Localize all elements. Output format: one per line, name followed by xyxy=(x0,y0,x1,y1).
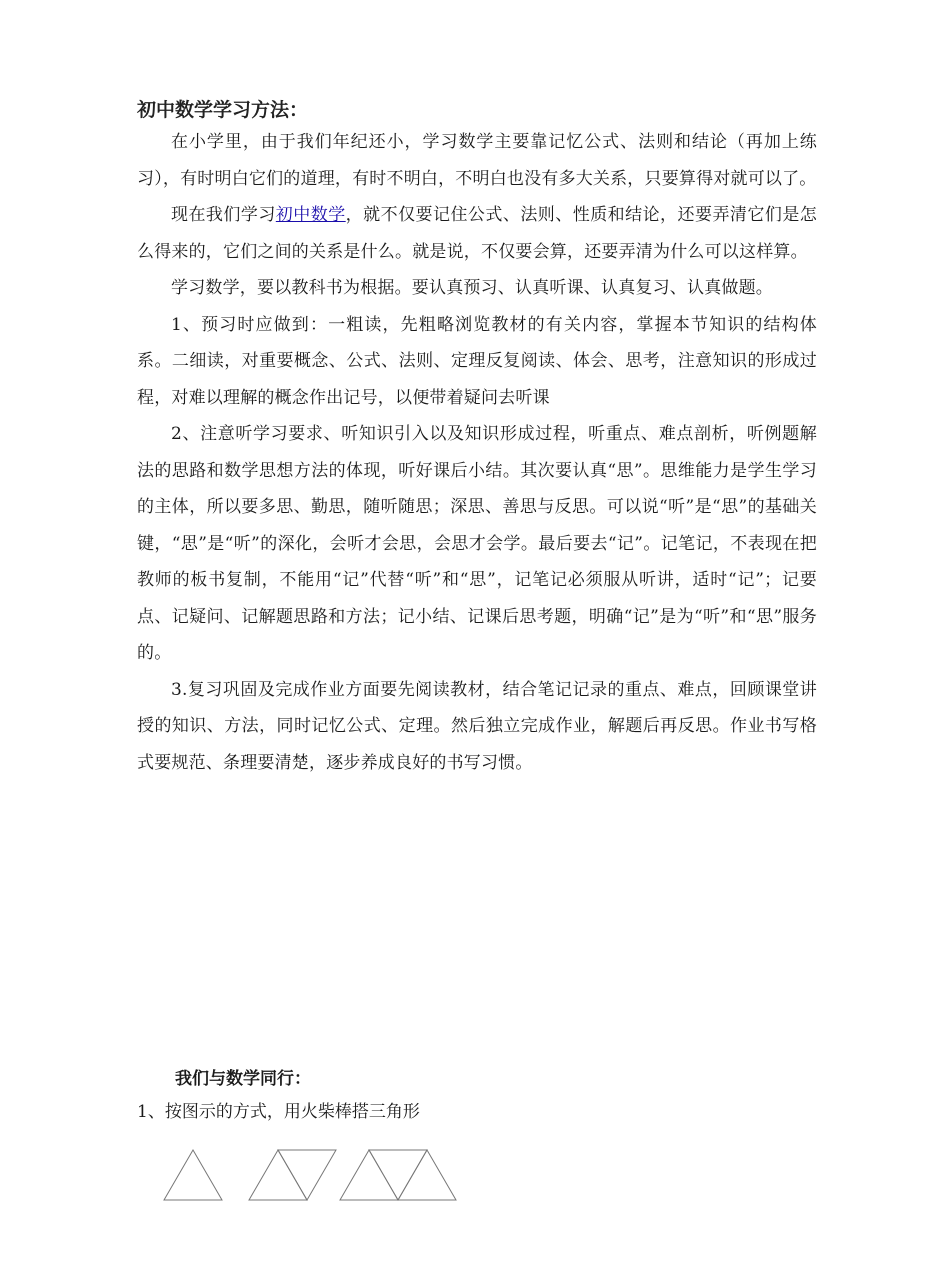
triangle-figure-1 xyxy=(164,1150,222,1200)
section-title: 我们与数学同行： xyxy=(175,1069,311,1089)
paragraph-review: 3.复习巩固及完成作业方面要先阅读教材，结合笔记记录的重点、难点，回顾课堂讲授的知识、方法，同时记忆公式、定理。然后独立完成作业，解题后再反思。作业书写格式要规范、条理要清楚，逐步养成良好的书写习惯。 xyxy=(137,679,817,773)
paragraph-text: ，就不仅要记住公式、法则、性质和结论，还要弄清它们是怎么得来的，它们之间的关系是什么。就是说，不仅要会算，还要弄清为什么可以这样算。 xyxy=(137,205,817,262)
middle-school-math-link[interactable]: 初中数学 xyxy=(275,205,346,225)
paragraph-preview: 1、预习时应做到：一粗读，先粗略浏览教材的有关内容，掌握本节知识的结构体系。二细读，对重要概念、公式、法则、定理反复阅读、体会、思考，注意知识的形成过程，对难以理解的概念作出记号，以便带着疑问去听课 xyxy=(137,314,817,408)
document-body xyxy=(137,96,817,781)
paragraph-text: 现在我们学习 xyxy=(171,205,276,225)
triangle-figure-3 xyxy=(340,1150,456,1200)
matchstick-triangles-figure xyxy=(160,1144,460,1204)
triangle-figure-2 xyxy=(249,1150,336,1200)
exercise-item: 1、按图示的方式，用火柴棒搭三角形 xyxy=(137,1102,420,1122)
document-title: 初中数学学习方法： xyxy=(137,99,309,121)
paragraph-listen: 2、注意听学习要求、听知识引入以及知识形成过程，听重点、难点剖析，听例题解法的思路和数学思想方法的体现，听好课后小结。其次要认真“思”。思维能力是学生学习的主体，所以要多思、勤思，随听随思；深思、善思与反思。可以说“听”是“思”的基础关键，“思”是“听”的深化，会听才会思，会思才会学。最后要去“记”。记笔记，不表现在把教师的板书复制，不能用“记”代替“听”和“思”，记笔记必须服从听讲，适时“记”；记要点、记疑问、记解题思路和方法；记小结、记课后思考题，明确“记”是为“听”和“思”服务的。 xyxy=(137,424,817,663)
paragraph-intro-primary: 在小学里，由于我们年纪还小，学习数学主要靠记忆公式、法则和结论（再加上练习），有时明白它们的道理，有时不明白，不明白也没有多大关系，只要算得对就可以了。 xyxy=(137,132,817,189)
paragraph-intro-middle xyxy=(137,197,817,270)
paragraph-textbook: 学习数学，要以教科书为根据。要认真预习、认真听课、认真复习、认真做题。 xyxy=(171,278,773,298)
